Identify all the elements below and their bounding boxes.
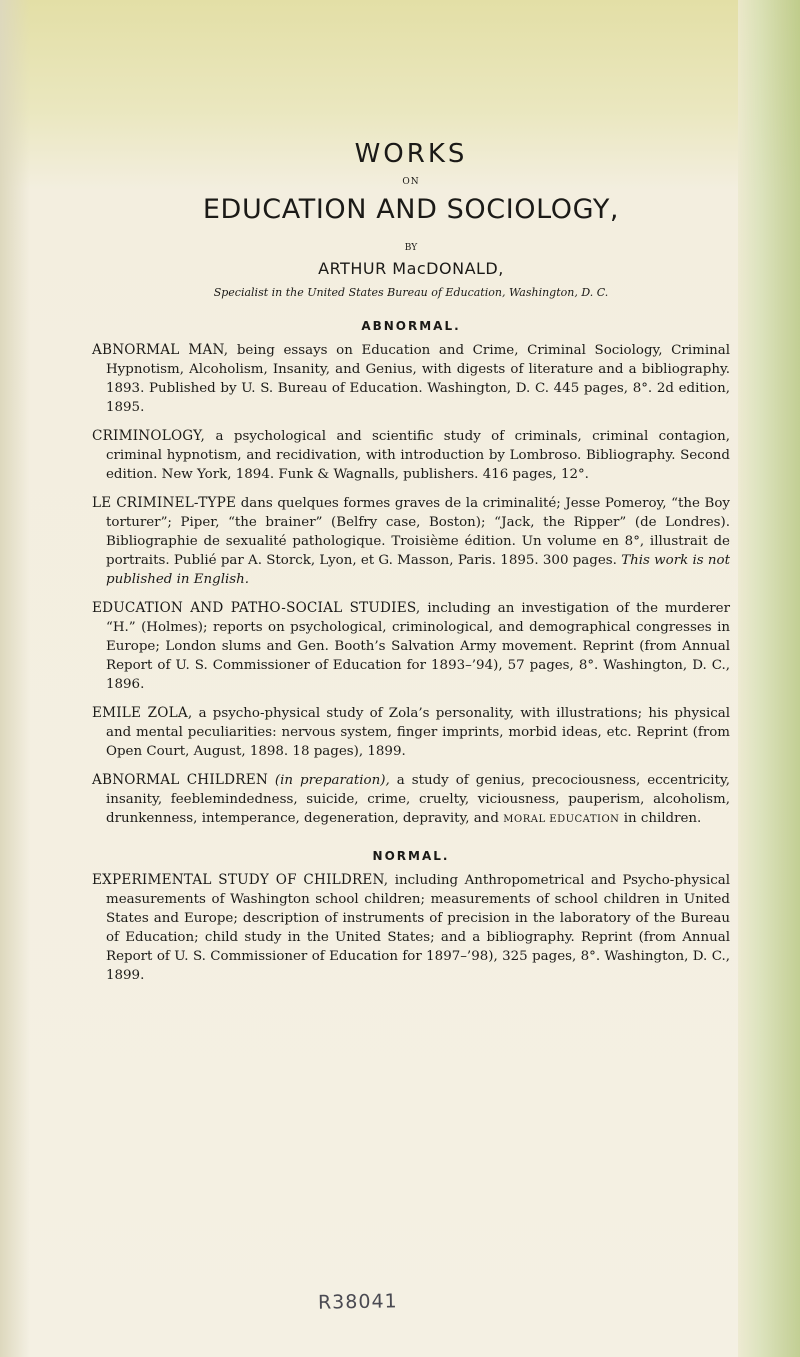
entry-note: This work is not published in English. xyxy=(106,553,730,587)
page-left-shadow xyxy=(0,0,30,1357)
entry-emile-zola xyxy=(92,704,730,761)
page-title: EDUCATION AND SOCIOLOGY, xyxy=(202,194,620,225)
title-on: ON xyxy=(402,177,420,187)
entry-title: LE CRIMINEL-TYPE xyxy=(92,495,237,511)
entry-text: a study of genius, precociousness, eccentricity, insanity, feeblemindedness, suicide, crime, cruelty, viciousness, pauperism, alcoholism, drunkenness, intemperance, degeneration, depravity, and xyxy=(106,773,730,826)
entry-text: a psychological and scientific study of criminals, criminal contagion, criminal hypnotism, and recidivation, with introduction by Lombroso. Bibliography. Second edition. New York, 1894. Funk & Wagnalls, publishers. 416 pages, 12°. xyxy=(106,429,730,482)
entry-smallcaps: MORAL EDUCATION xyxy=(503,814,620,825)
author-name: ARTHUR MacDONALD, xyxy=(318,259,504,278)
section-heading-abnormal: ABNORMAL. xyxy=(361,319,461,333)
entry-text: a psycho-physical study of Zola’s personality, with illustrations; his physical and mental peculiarities: nervous system, finger imprints, morbid ideas, etc. Reprint (from Open Court, August, 1898. 18 pages), 1899. xyxy=(106,706,730,759)
entry-title: EXPERIMENTAL STUDY OF CHILDREN, xyxy=(92,872,389,888)
entry-criminology xyxy=(92,427,730,484)
title-by: BY xyxy=(404,243,418,253)
entry-title: EMILE ZOLA, xyxy=(92,705,193,721)
entry-experimental-study xyxy=(92,871,730,985)
entry-text: including Anthropometrical and Psycho-physical measurements of Washington school children; measurements of school children in United States and Europe; description of instruments of precision in the laboratory of the Bureau of Education; child study in the United States; and a bibliography. Reprint (from Annual Report of U. S. Commissioner of Education for 1897–’98), 325 pages, 8°. Washington, D. C., 1899. xyxy=(106,873,731,983)
entry-text: being essays on Education and Crime, Criminal Sociology, Criminal Hypnotism, Alcoholism, Insanity, and Genius, with digests of literature and a bibliography. 1893. Published by U. S. Bureau of Education. Washington, D. C. 445 pages, 8°. 2d edition, 1895. xyxy=(106,343,730,415)
entry-text: including an investigation of the murderer “H.” (Holmes); reports on psychological, criminological, and demographical congresses in Europe; London slums and Gen. Booth’s Salvation Army movement. Reprint (from Annual Report of U. S. Commissioner of Education for 1893–’94), 57 pages, 8°. Washington, D. C., 1896. xyxy=(106,601,731,692)
entry-title: ABNORMAL MAN, xyxy=(92,342,229,358)
entry-patho-social-studies xyxy=(92,599,730,694)
entry-status: (in preparation), xyxy=(274,773,390,788)
entry-title: ABNORMAL CHILDREN xyxy=(92,772,268,788)
entry-abnormal-man xyxy=(92,341,730,417)
entry-text-end: in children. xyxy=(623,811,702,826)
pencil-catalog-mark: R38041 xyxy=(317,1290,398,1314)
page-right-edge xyxy=(738,0,800,1357)
entry-title: EDUCATION AND PATHO-SOCIAL STUDIES, xyxy=(92,600,421,616)
title-works: WORKS xyxy=(354,139,468,169)
page-content xyxy=(92,140,730,995)
entry-text: dans quelques formes graves de la criminalité; Jesse Pomeroy, “the Boy torturer”; Piper, “the brainer” (Belfry case, Boston); “Jack, the Ripper” (de Londres). Bibliographie de sexualité pathologique. Troisième édition. Un volume en 8°, illustrait de portraits. Publié par A. Storck, Lyon, et G. Masson, Paris. 1895. 300 pages. xyxy=(106,496,730,568)
entry-abnormal-children xyxy=(92,771,730,829)
section-heading-normal: NORMAL. xyxy=(372,849,450,863)
entry-title: CRIMINOLOGY, xyxy=(92,428,206,444)
entry-le-criminel-type xyxy=(92,494,730,589)
author-affiliation: Specialist in the United States Bureau of Education, Washington, D. C. xyxy=(213,286,609,299)
